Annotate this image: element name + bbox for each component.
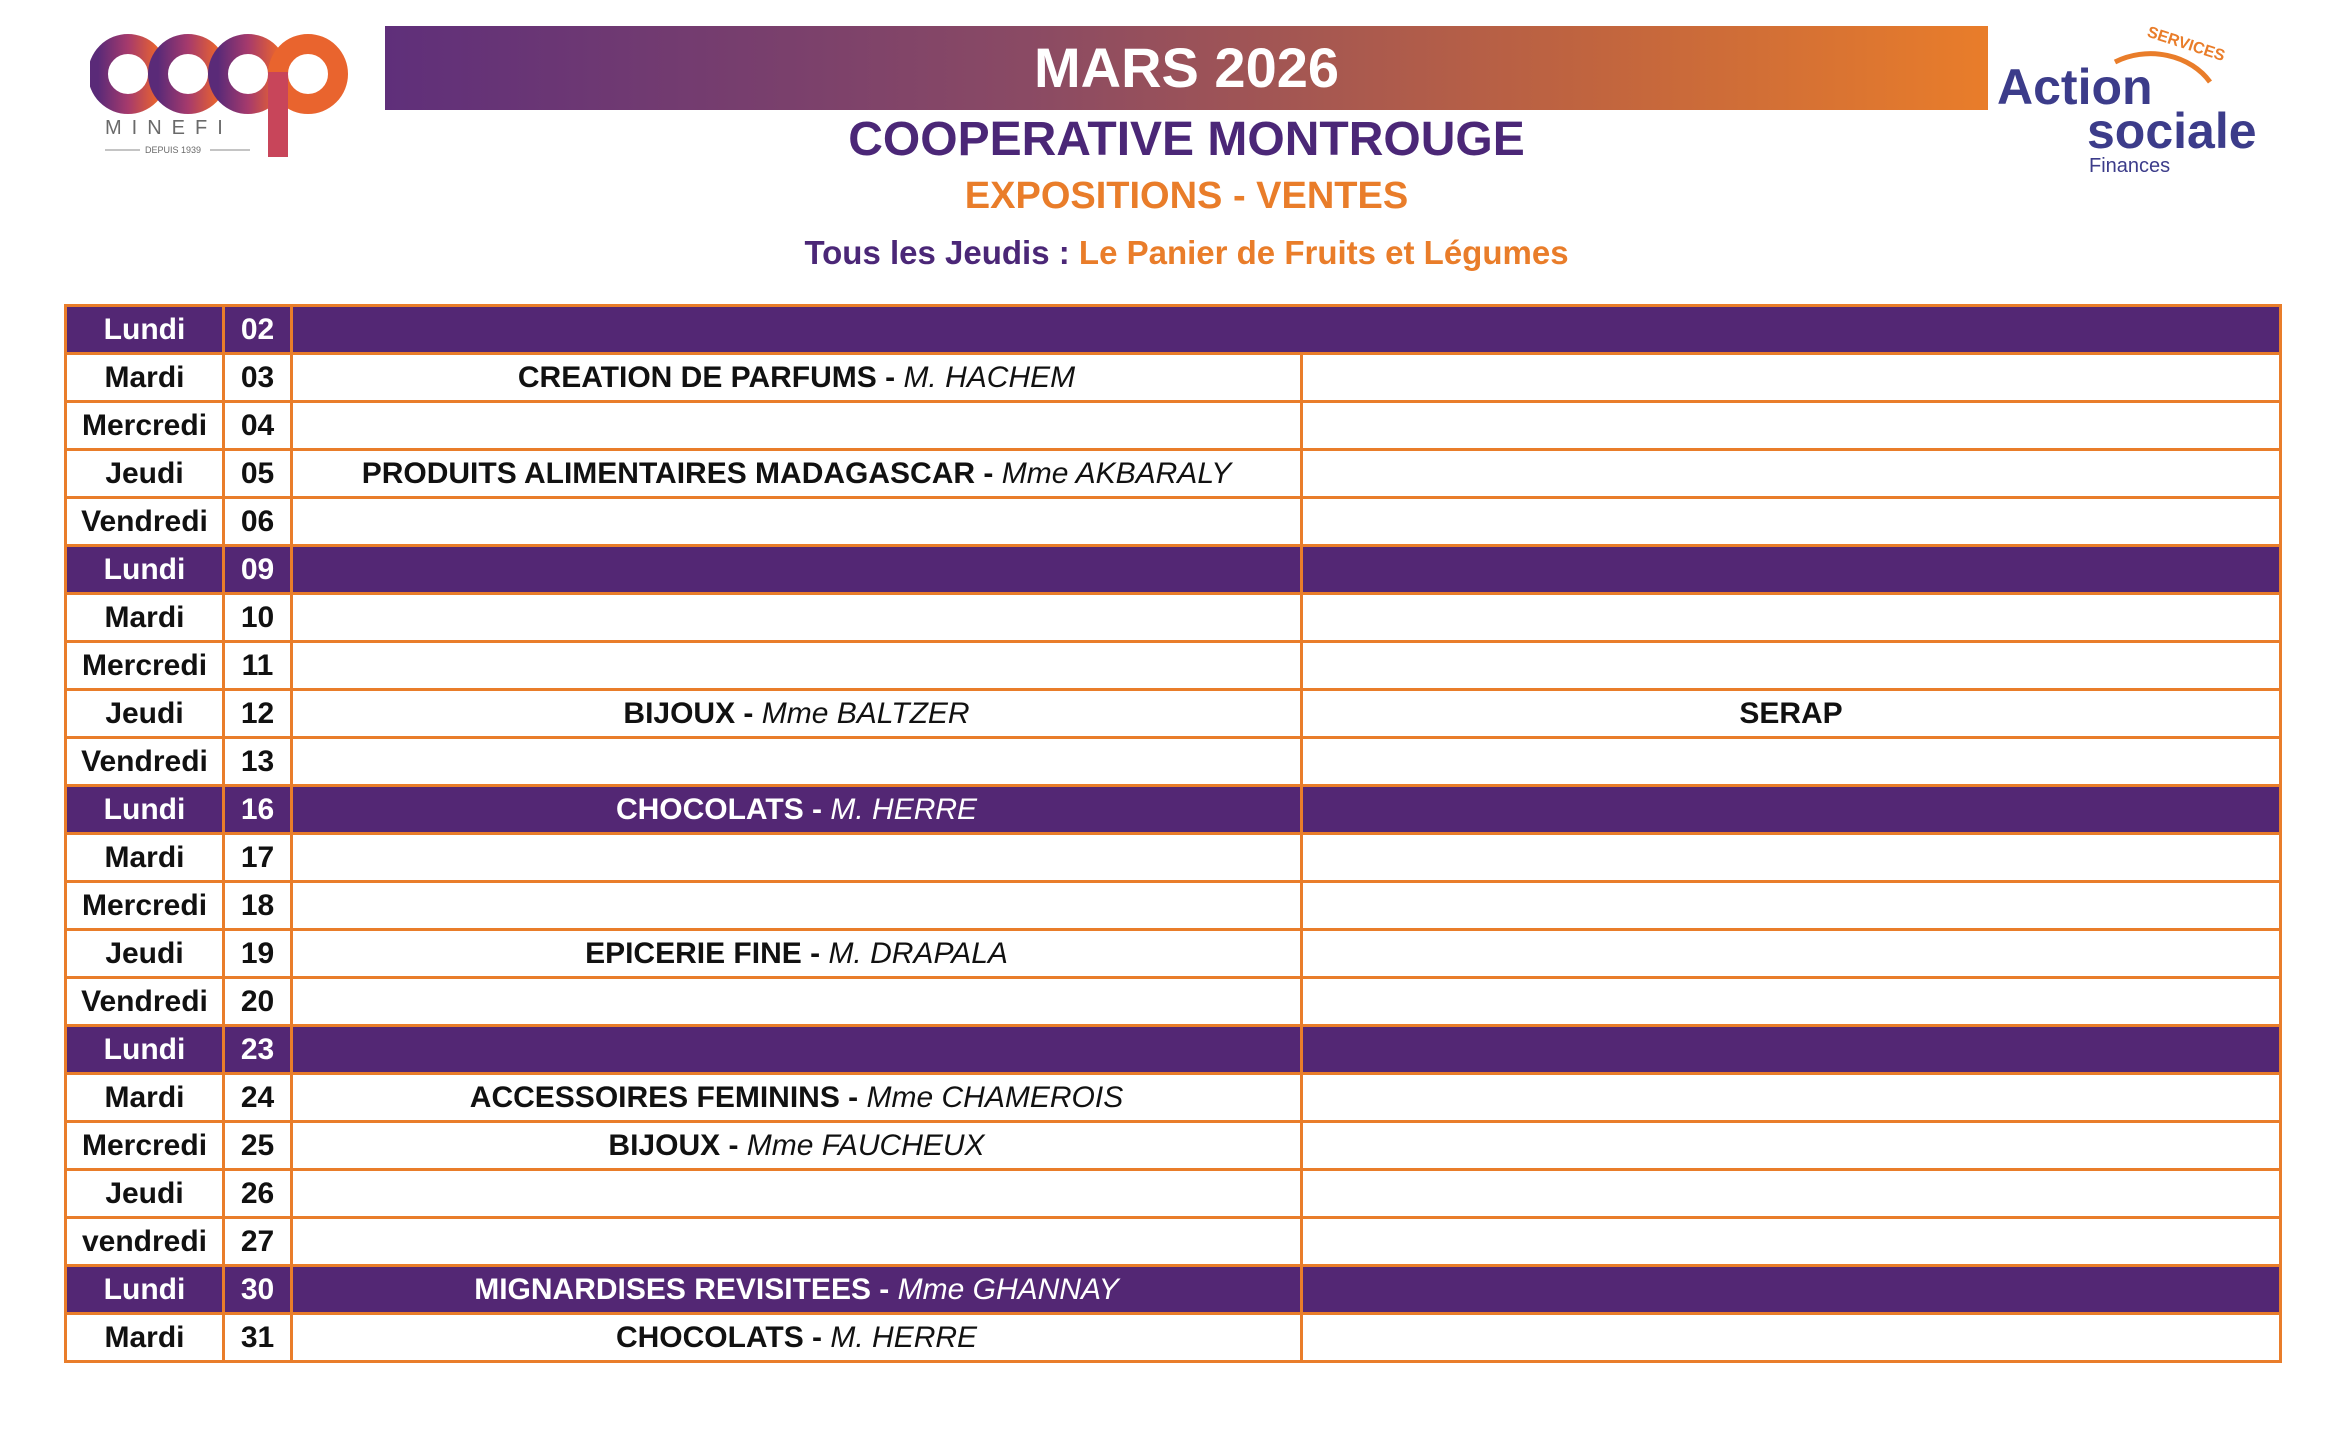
day-name-cell: Mercredi: [66, 402, 224, 450]
day-number-cell: 27: [224, 1218, 292, 1266]
coop-rings-icon: [98, 44, 338, 157]
day-number-cell: 19: [224, 930, 292, 978]
calendar-row: [66, 930, 2281, 978]
sociale-text: sociale: [2087, 103, 2257, 159]
day-name-cell: Mardi: [66, 834, 224, 882]
calendar-row: [66, 354, 2281, 402]
day-name-cell: Lundi: [66, 546, 224, 594]
weekly-prefix: Tous les Jeudis :: [804, 234, 1079, 271]
action-text: Action: [1997, 59, 2153, 115]
event-title: MIGNARDISES REVISITEES -: [474, 1272, 898, 1306]
calendar-row: [66, 546, 2281, 594]
secondary-event-cell: [1302, 738, 2281, 786]
day-name-cell: Jeudi: [66, 1170, 224, 1218]
secondary-event-cell: [1302, 1170, 2281, 1218]
calendar-row: [66, 786, 2281, 834]
event-cell: [292, 1170, 1302, 1218]
secondary-event-cell: [1302, 498, 2281, 546]
event-cell: [292, 402, 1302, 450]
secondary-event-cell: [1302, 1026, 2281, 1074]
event-cell: [292, 882, 1302, 930]
event-cell: [292, 930, 1302, 978]
organisation-title: COOPERATIVE MONTROUGE: [848, 113, 1525, 166]
calendar-row: [66, 1170, 2281, 1218]
event-cell: [292, 354, 1302, 402]
day-number-cell: 30: [224, 1266, 292, 1314]
event-cell: [292, 1218, 1302, 1266]
event-title: PRODUITS ALIMENTAIRES MADAGASCAR -: [361, 456, 1002, 490]
secondary-event-cell: [1302, 450, 2281, 498]
day-name-cell: Vendredi: [66, 498, 224, 546]
event-cell: [292, 1266, 1302, 1314]
secondary-event-cell: [1302, 930, 2281, 978]
calendar-row: [66, 1026, 2281, 1074]
day-name-cell: Lundi: [66, 1026, 224, 1074]
secondary-event-cell: [1302, 1074, 2281, 1122]
calendar-row: [66, 738, 2281, 786]
calendar-row: [66, 306, 2281, 354]
event-cell: [292, 1026, 1302, 1074]
day-number-cell: 23: [224, 1026, 292, 1074]
calendar-row: [66, 402, 2281, 450]
secondary-event-cell: [1302, 594, 2281, 642]
event-cell: [292, 978, 1302, 1026]
calendar-table: [64, 304, 2282, 1363]
secondary-event-cell: [1302, 1218, 2281, 1266]
day-number-cell: 17: [224, 834, 292, 882]
event-person: Mme FAUCHEUX: [746, 1128, 985, 1162]
expositions-subtitle: EXPOSITIONS - VENTES: [964, 175, 1409, 217]
day-name-cell: vendredi: [66, 1218, 224, 1266]
secondary-event-cell: [1302, 786, 2281, 834]
calendar-row: [66, 1314, 2281, 1362]
calendar-row: [66, 450, 2281, 498]
day-number-cell: 31: [224, 1314, 292, 1362]
calendar-row: [66, 642, 2281, 690]
calendar-row: [66, 978, 2281, 1026]
secondary-event-cell: SERAP: [1302, 690, 2281, 738]
event-cell: [292, 642, 1302, 690]
event-person: Mme GHANNAY: [897, 1272, 1119, 1306]
secondary-event-cell: [1302, 834, 2281, 882]
event-person: M. HERRE: [830, 1320, 978, 1354]
day-number-cell: 13: [224, 738, 292, 786]
day-number-cell: 12: [224, 690, 292, 738]
day-name-cell: Mardi: [66, 1074, 224, 1122]
day-number-cell: 11: [224, 642, 292, 690]
minefi-text: MINEFI: [105, 117, 233, 139]
event-cell: [292, 1314, 1302, 1362]
day-name-cell: Jeudi: [66, 930, 224, 978]
calendar-row: [66, 594, 2281, 642]
secondary-event-cell: [1302, 1266, 2281, 1314]
day-name-cell: Vendredi: [66, 738, 224, 786]
day-number-cell: 24: [224, 1074, 292, 1122]
event-cell: [292, 786, 1302, 834]
day-number-cell: 04: [224, 402, 292, 450]
day-number-cell: 06: [224, 498, 292, 546]
day-name-cell: Lundi: [66, 1266, 224, 1314]
calendar-body: [66, 306, 2281, 1362]
day-name-cell: Lundi: [66, 786, 224, 834]
day-name-cell: Jeudi: [66, 690, 224, 738]
day-name-cell: Vendredi: [66, 978, 224, 1026]
day-number-cell: 05: [224, 450, 292, 498]
event-cell: [292, 306, 2281, 354]
event-person: Mme BALTZER: [761, 696, 970, 730]
secondary-event-cell: [1302, 978, 2281, 1026]
action-sociale-logo: [1995, 22, 2280, 182]
event-title: CHOCOLATS -: [615, 1320, 831, 1354]
calendar-row: [66, 498, 2281, 546]
event-cell: [292, 690, 1302, 738]
event-title: EPICERIE FINE -: [585, 936, 829, 970]
day-number-cell: 26: [224, 1170, 292, 1218]
event-title: CREATION DE PARFUMS -: [517, 360, 904, 394]
secondary-event-cell: [1302, 546, 2281, 594]
day-name-cell: Mardi: [66, 354, 224, 402]
weekly-event: Le Panier de Fruits et Légumes: [1078, 234, 1569, 271]
event-cell: [292, 498, 1302, 546]
depuis-text: DEPUIS 1939: [145, 145, 202, 155]
event-title: CHOCOLATS -: [615, 792, 831, 826]
day-name-cell: Jeudi: [66, 450, 224, 498]
event-cell: [292, 738, 1302, 786]
day-number-cell: 18: [224, 882, 292, 930]
day-number-cell: 20: [224, 978, 292, 1026]
event-person: Mme AKBARALY: [1001, 456, 1232, 490]
calendar-row: [66, 690, 2281, 738]
coop-minefi-logo: [90, 32, 370, 167]
day-name-cell: Mercredi: [66, 882, 224, 930]
day-number-cell: 10: [224, 594, 292, 642]
event-person: M. HERRE: [830, 792, 978, 826]
secondary-event-cell: [1302, 1122, 2281, 1170]
services-text: SERVICES: [2144, 23, 2227, 65]
calendar-row: [66, 882, 2281, 930]
event-cell: [292, 450, 1302, 498]
calendar-row: [66, 1122, 2281, 1170]
event-cell: [292, 834, 1302, 882]
day-number-cell: 09: [224, 546, 292, 594]
calendar-row: [66, 834, 2281, 882]
event-title: BIJOUX -: [623, 696, 762, 730]
day-number-cell: 16: [224, 786, 292, 834]
event-cell: [292, 1074, 1302, 1122]
secondary-event-cell: [1302, 402, 2281, 450]
event-title: ACCESSOIRES FEMININS -: [469, 1080, 867, 1114]
calendar-row: [66, 1218, 2281, 1266]
secondary-event-cell: [1302, 354, 2281, 402]
day-name-cell: Lundi: [66, 306, 224, 354]
event-title: BIJOUX -: [608, 1128, 747, 1162]
event-person: M. HACHEM: [903, 360, 1076, 394]
secondary-event-cell: [1302, 882, 2281, 930]
month-banner: MARS 2026: [385, 26, 1988, 110]
calendar-row: [66, 1266, 2281, 1314]
finances-text: Finances: [2089, 155, 2171, 177]
weekly-event-line: [385, 234, 1988, 272]
event-cell: [292, 546, 1302, 594]
day-name-cell: Mardi: [66, 594, 224, 642]
event-cell: [292, 594, 1302, 642]
day-number-cell: 02: [224, 306, 292, 354]
calendar-row: [66, 1074, 2281, 1122]
day-number-cell: 25: [224, 1122, 292, 1170]
event-cell: [292, 1122, 1302, 1170]
event-person: M. DRAPALA: [828, 936, 1008, 970]
day-number-cell: 03: [224, 354, 292, 402]
day-name-cell: Mercredi: [66, 1122, 224, 1170]
day-name-cell: Mardi: [66, 1314, 224, 1362]
secondary-event-cell: [1302, 642, 2281, 690]
secondary-event-cell: [1302, 1314, 2281, 1362]
day-name-cell: Mercredi: [66, 642, 224, 690]
event-person: Mme CHAMEROIS: [866, 1080, 1124, 1114]
